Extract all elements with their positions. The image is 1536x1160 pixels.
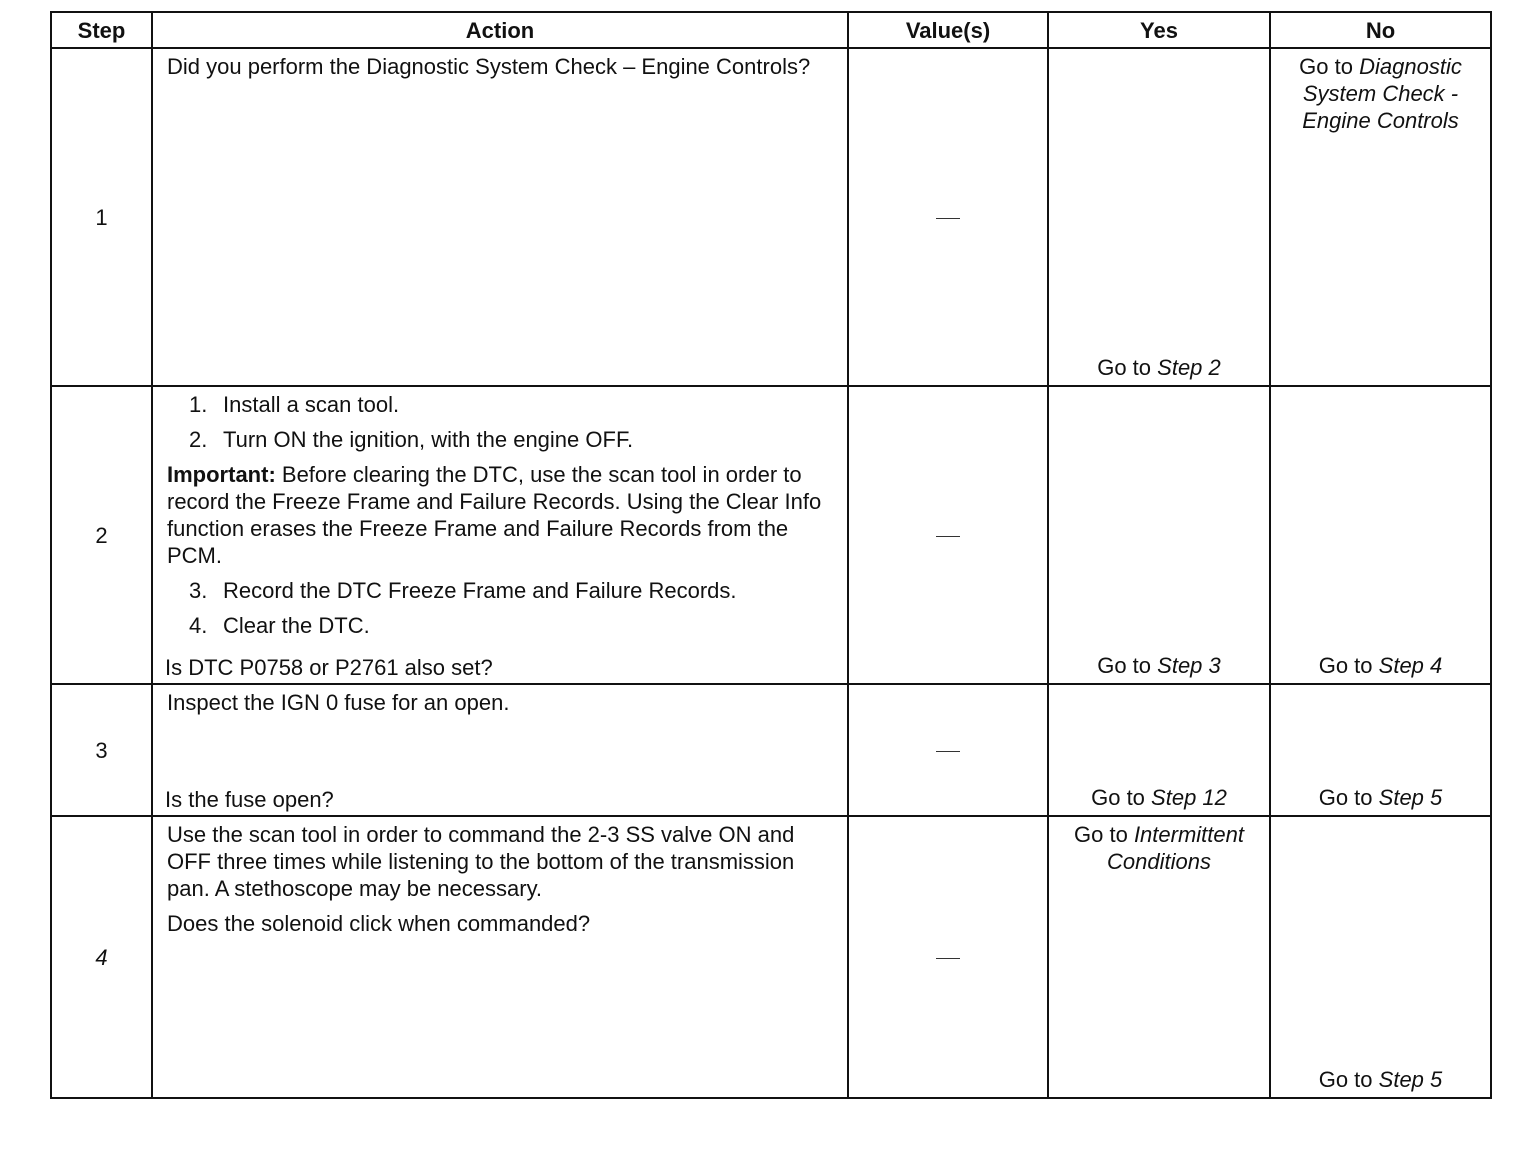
important-text: Before clearing the DTC, use the scan tool in order to record the Freeze Frame and Failure Records. Using the Clear Info function erases the Freeze Frame and Failure Records from the PCM. [167,462,822,568]
action-cell [152,48,848,386]
no-cell [1270,816,1491,1098]
yes-cell [1048,816,1270,1098]
table-row [51,386,1491,684]
step-number: 1 [51,48,152,386]
action-cell [152,684,848,816]
goto-target: Step 5 [1378,785,1443,810]
value-dash [936,218,960,219]
goto-target: Step 3 [1157,653,1221,678]
value-dash [936,536,960,537]
yes-cell [1048,386,1270,684]
header-no: No [1270,12,1491,48]
no-cell [1270,684,1491,816]
goto-no [1271,784,1490,811]
value-dash [936,958,960,959]
yes-cell [1048,48,1270,386]
header-step: Step [51,12,152,48]
action-cell [152,816,848,1098]
list-item: 4. Clear the DTC. [189,613,370,638]
header-yes: Yes [1048,12,1270,48]
goto-prefix: Go to [1097,355,1152,380]
goto-prefix: Go to [1091,785,1145,810]
goto-prefix: Go to [1318,1067,1373,1092]
value-cell [848,816,1048,1098]
action-question: Does the solenoid click when commanded? [167,911,591,936]
goto-prefix: Go to [1074,822,1128,847]
no-cell [1270,386,1491,684]
goto-target: Step 4 [1378,653,1443,678]
no-cell [1270,48,1491,386]
value-dash [936,751,960,752]
important-note [167,461,833,569]
action-steps [167,391,833,453]
goto-yes [1049,784,1269,811]
goto-target: Step 5 [1378,1067,1443,1092]
value-cell [848,386,1048,684]
goto-target: Step 2 [1157,355,1221,380]
step-number: 2 [51,386,152,684]
yes-cell [1048,684,1270,816]
list-item: 1. Install a scan tool. [189,392,400,417]
goto-yes [1049,354,1269,381]
goto-prefix: Go to [1299,54,1353,79]
goto-no [1271,1066,1490,1093]
important-label: Important: [167,462,276,487]
header-action: Action [152,12,848,48]
list-item: 3. Record the DTC Freeze Frame and Failure Records. [189,578,737,603]
step-number: 3 [51,684,152,816]
table-row [51,48,1491,386]
action-cell [152,386,848,684]
goto-no [1271,53,1490,134]
goto-target: Step 12 [1151,785,1227,810]
diagnostic-table [50,11,1492,1099]
table-row [51,816,1491,1098]
action-text: Use the scan tool in order to command the 2-3 SS valve ON and OFF three times while listening to the bottom of the transmission pan. A stethoscope may be necessary. [167,822,795,901]
action-question: Is the fuse open? [165,787,334,812]
action-question: Did you perform the Diagnostic System Check – Engine Controls? [167,54,811,79]
list-item: 2. Turn ON the ignition, with the engine OFF. [189,427,634,452]
goto-no [1271,652,1490,679]
action-text: Inspect the IGN 0 fuse for an open. [167,690,510,715]
goto-target: Diagnostic System Check - Engine Controls [1302,54,1462,133]
goto-target: Intermittent Conditions [1107,822,1244,874]
goto-prefix: Go to [1318,653,1373,678]
step-number: 4 [51,816,152,1098]
header-row [51,12,1491,48]
value-cell [848,48,1048,386]
goto-prefix: Go to [1097,653,1152,678]
goto-yes [1049,821,1269,875]
goto-prefix: Go to [1318,785,1373,810]
action-question: Is DTC P0758 or P2761 also set? [165,655,493,680]
table-row [51,684,1491,816]
value-cell [848,684,1048,816]
header-values: Value(s) [848,12,1048,48]
action-steps [167,577,833,639]
goto-yes [1049,652,1269,679]
